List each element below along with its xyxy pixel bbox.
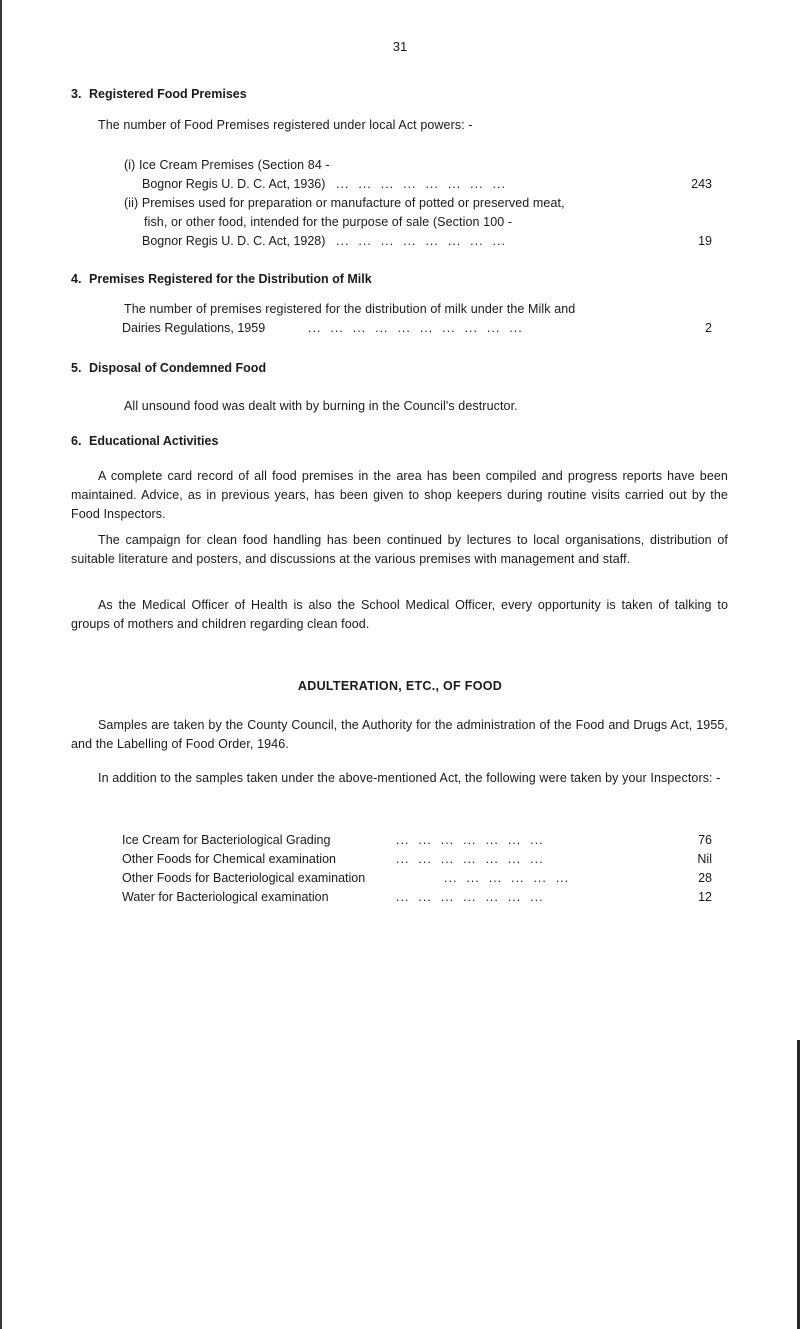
section-5-title: Disposal of Condemned Food — [89, 361, 267, 375]
scan-edge-left — [0, 0, 2, 1329]
sample-value: 28 — [698, 871, 712, 885]
leader-dots: ... ... ... ... ... ... ... — [396, 833, 544, 847]
section-6-paragraph-3: As the Medical Officer of Health is also the School Medical Officer, every opportunity is taken of talking to groups of mothers and children regarding clean food. — [71, 598, 728, 631]
section-4-heading — [71, 272, 372, 286]
sample-row — [122, 831, 712, 850]
section-3-number: 3. — [71, 87, 82, 101]
item-i-line2: Bognor Regis U. D. C. Act, 1936) — [142, 177, 326, 191]
section-3-intro: The number of Food Premises registered under local Act powers: - — [98, 118, 473, 132]
sample-row — [122, 869, 712, 888]
section-6-paragraph-2: The campaign for clean food handling has been continued by lectures to local organisations, distribution of suitable literature and posters, and discussions at the various premises with management and staff. — [71, 533, 728, 566]
leader-dots: ... ... ... ... ... ... ... ... — [336, 177, 506, 191]
sample-label: Other Foods for Chemical examination — [122, 852, 336, 866]
adulteration-paragraph-1: Samples are taken by the County Council, the Authority for the administration of the Food and Drugs Act, 1955, and the Labelling of Food Order, 1946. — [71, 718, 728, 751]
page-number: 31 — [392, 39, 408, 54]
sample-value: Nil — [697, 852, 712, 866]
section-5-heading — [71, 361, 266, 375]
item-i-line1: (i) Ice Cream Premises (Section 84 - — [124, 158, 330, 172]
section-4-row — [122, 319, 712, 338]
section-6-title: Educational Activities — [89, 434, 219, 448]
section-4-line2: Dairies Regulations, 1959 — [122, 321, 266, 335]
section-4-number: 4. — [71, 272, 82, 286]
section-6-number: 6. — [71, 434, 82, 448]
item-i-row — [122, 175, 712, 194]
sample-value: 76 — [698, 833, 712, 847]
section-6-paragraph-1: A complete card record of all food premises in the area has been compiled and progress reports have been maintained. Advice, as in previous years, has been given to shop keepers during routine visits carried out by the Food Inspectors. — [71, 469, 728, 521]
section-4-title: Premises Registered for the Distribution of Milk — [89, 272, 372, 286]
section-6-heading — [71, 434, 218, 448]
sample-value: 12 — [698, 890, 712, 904]
section-5-text: All unsound food was dealt with by burning in the Council's destructor. — [124, 399, 518, 413]
leader-dots: ... ... ... ... ... ... — [444, 871, 570, 885]
leader-dots: ... ... ... ... ... ... ... — [396, 890, 544, 904]
sample-label: Ice Cream for Bacteriological Grading — [122, 833, 331, 847]
item-ii-line2: Bognor Regis U. D. C. Act, 1928) — [142, 234, 326, 248]
item-ii-value: 19 — [698, 234, 712, 248]
item-ii-line1: (ii) Premises used for preparation or manufacture of potted or preserved meat, — [124, 196, 565, 210]
section-5-number: 5. — [71, 361, 82, 375]
section-3-heading — [71, 87, 247, 101]
section-3-title: Registered Food Premises — [89, 87, 247, 101]
adulteration-paragraph-2: In addition to the samples taken under the above-mentioned Act, the following were taken by your Inspectors: - — [98, 771, 721, 785]
sample-row — [122, 888, 712, 907]
item-i-value: 243 — [691, 177, 712, 191]
adulteration-heading: ADULTERATION, ETC., OF FOOD — [297, 679, 503, 693]
sample-row — [122, 850, 712, 869]
section-4-value: 2 — [705, 321, 712, 335]
leader-dots: ... ... ... ... ... ... ... ... ... ... — [308, 321, 523, 335]
sample-label: Water for Bacteriological examination — [122, 890, 329, 904]
sample-label: Other Foods for Bacteriological examination — [122, 871, 366, 885]
item-ii-row — [122, 232, 712, 251]
leader-dots: ... ... ... ... ... ... ... — [396, 852, 544, 866]
leader-dots: ... ... ... ... ... ... ... ... — [336, 234, 506, 248]
item-ii-line1b: fish, or other food, intended for the purpose of sale (Section 100 - — [144, 215, 513, 229]
section-4-line1: The number of premises registered for the distribution of milk under the Milk and — [124, 302, 576, 316]
